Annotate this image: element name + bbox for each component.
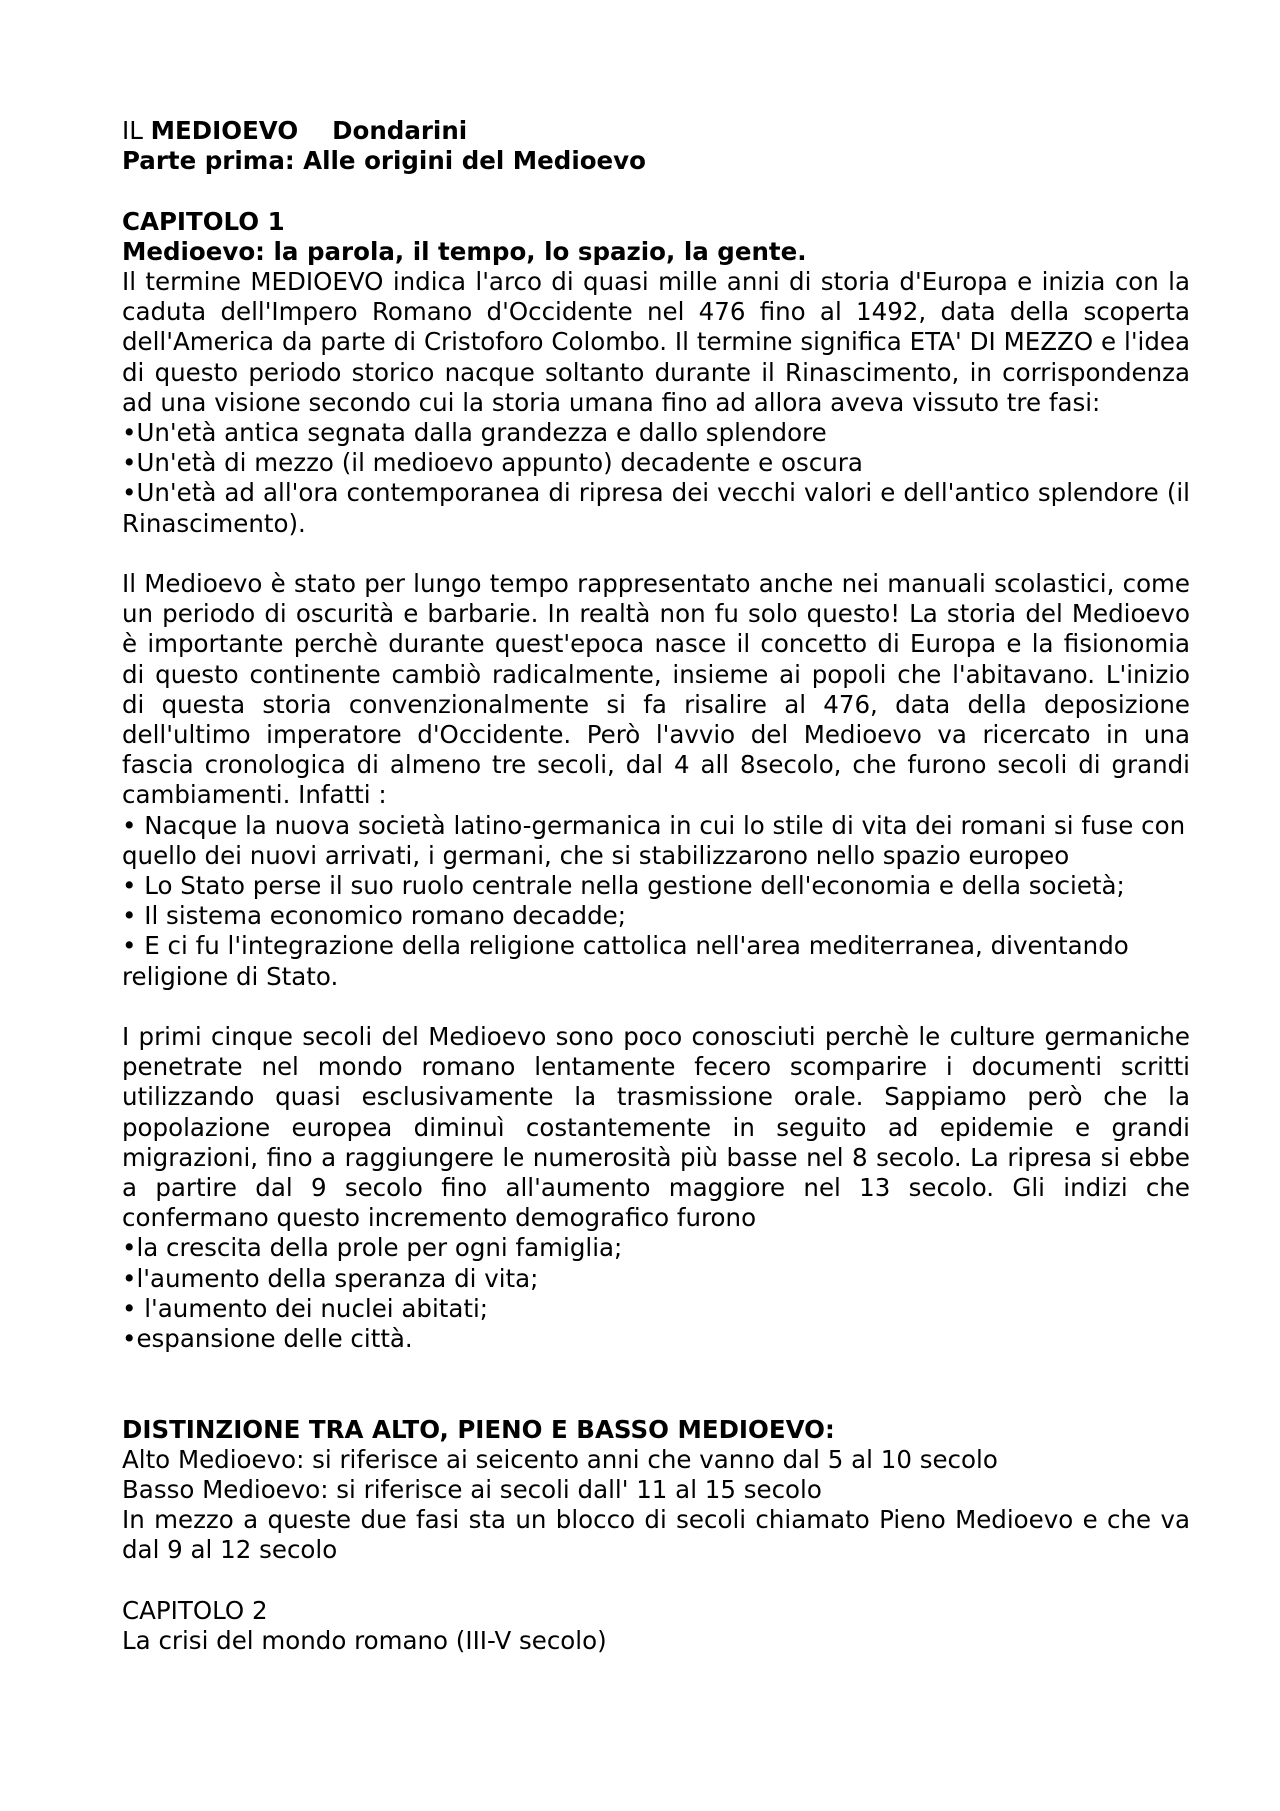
indicator-item: • l'aumento dei nuclei abitati; (122, 1293, 489, 1323)
chapter1-paragraph-2: Il Medioevo è stato per lungo tempo rappresentato anche nei manuali scolastici, come un periodo di oscurità e barbarie. In realtà non fu solo questo! La storia del Medioevo è importante perchè durante quest'epoca nasce il concetto di Europa e la fisionomia di questo continente cambiò radicalmente, insieme ai popoli che l'abitavano. L'inizio di questa storia convenzionalmente si fa risalire al 476, data della deposizione dell'ultimo imperatore d'Occidente. Però l'avvio del Medioevo va ricercato in una fascia cronologica di almeno tre secoli, dal 4 all 8secolo, che furono secoli di grandi cambiamenti. Infatti : (122, 569, 1190, 810)
phase-item: •Un'età antica segnata dalla grandezza e dallo splendore (122, 418, 827, 448)
indicator-item: •l'aumento della speranza di vita; (122, 1263, 539, 1293)
chapter1-title: Medioevo: la parola, il tempo, lo spazio, la gente. (122, 236, 807, 266)
distinction-heading: DISTINZIONE TRA ALTO, PIENO E BASSO MEDIOEVO: (122, 1414, 835, 1444)
title-main: MEDIOEVO (150, 116, 299, 145)
basso-medioevo-line: Basso Medioevo: si riferisce ai secoli dall' 11 al 15 secolo (122, 1475, 822, 1505)
chapter1-label: CAPITOLO 1 (122, 206, 285, 236)
document-title (122, 116, 1190, 146)
chapter1-paragraph-3: I primi cinque secoli del Medioevo sono poco conosciuti perchè le culture germaniche penetrate nel mondo romano lentamente fecero scomparire i documenti scritti utilizzando quasi esclusivamente la trasmissione orale. Sappiamo però che la popolazione europea diminuì costantemente in seguito ad epidemie e grandi migrazioni, fino a raggiungere le numerosità più basse nel 8 secolo. La ripresa si ebbe a partire dal 9 secolo fino all'aumento maggiore nel 13 secolo. Gli indizi che confermano questo incremento demografico furono (122, 1022, 1190, 1233)
change-item: • Nacque la nuova società latino-germanica in cui lo stile di vita dei romani si fuse con quello dei nuovi arrivati, i germani, che si stabilizzarono nello spazio europeo (122, 810, 1186, 870)
change-item: • E ci fu l'integrazione della religione cattolica nell'area mediterranea, diventando religione di Stato. (122, 931, 1129, 991)
part-title: Parte prima: Alle origini del Medioevo (122, 146, 646, 176)
pieno-medioevo-line: In mezzo a queste due fasi sta un blocco di secoli chiamato Pieno Medioevo e che va dal 9 al 12 secolo (122, 1505, 1190, 1565)
chapter2-label: CAPITOLO 2 (122, 1595, 268, 1625)
title-prefix: IL (122, 116, 151, 145)
author-name: Dondarini (332, 116, 468, 145)
indicator-item: •la crescita della prole per ogni famiglia; (122, 1233, 623, 1263)
change-item: • Lo Stato perse il suo ruolo centrale nella gestione dell'economia e della società; (122, 871, 1125, 901)
change-item: • Il sistema economico romano decadde; (122, 901, 626, 931)
indicator-item: •espansione delle città. (122, 1324, 413, 1354)
alto-medioevo-line: Alto Medioevo: si riferisce ai seicento anni che vanno dal 5 al 10 secolo (122, 1444, 998, 1474)
chapter1-intro: Il termine MEDIOEVO indica l'arco di quasi mille anni di storia d'Europa e inizia con la caduta dell'Impero Romano d'Occidente nel 476 fino al 1492, data della scoperta dell'America da parte di Cristoforo Colombo. Il termine significa ETA' DI MEZZO e l'idea di questo periodo storico nacque soltanto durante il Rinascimento, in corrispondenza ad una visione secondo cui la storia umana fino ad allora aveva vissuto tre fasi: (122, 267, 1190, 417)
phase-item: •Un'età di mezzo (il medioevo appunto) decadente e oscura (122, 448, 863, 478)
phase-item: •Un'età ad all'ora contemporanea di ripresa dei vecchi valori e dell'antico splendore (il Rinascimento). (122, 478, 1190, 538)
chapter2-title: La crisi del mondo romano (III-V secolo) (122, 1626, 607, 1656)
document-page (122, 116, 1190, 1656)
